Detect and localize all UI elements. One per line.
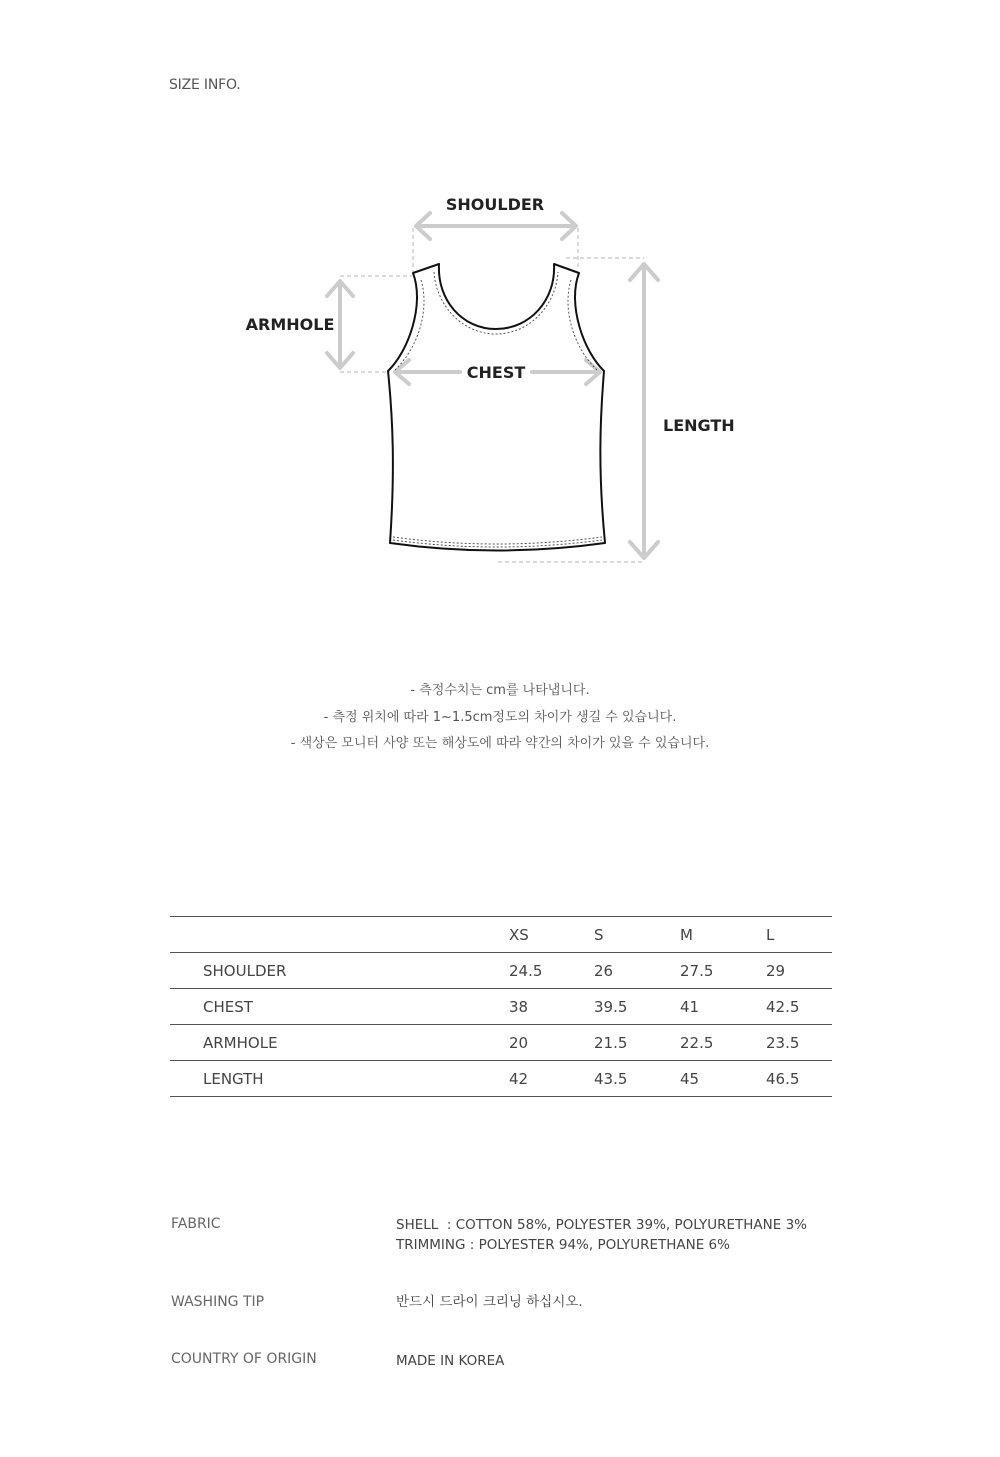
table-header-row bbox=[170, 917, 832, 953]
garment-outline bbox=[388, 264, 605, 551]
fabric-label: FABRIC bbox=[171, 1216, 221, 1232]
header-cell: S bbox=[594, 917, 680, 953]
table-row bbox=[170, 989, 832, 1025]
fabric-line: TRIMMING : POLYESTER 94%, POLYURETHANE 6% bbox=[396, 1237, 730, 1253]
origin-label: COUNTRY OF ORIGIN bbox=[171, 1351, 317, 1367]
header-cell: M bbox=[680, 917, 766, 953]
table-cell: 41 bbox=[680, 989, 766, 1025]
table-cell: 45 bbox=[680, 1061, 766, 1097]
table-row bbox=[170, 1025, 832, 1061]
row-label: SHOULDER bbox=[170, 953, 509, 989]
garment-stitching bbox=[393, 272, 602, 547]
table-cell: 38 bbox=[509, 989, 594, 1025]
table-cell: 21.5 bbox=[594, 1025, 680, 1061]
measure-arrows bbox=[327, 213, 658, 558]
header-cell: XS bbox=[509, 917, 594, 953]
table-cell: 39.5 bbox=[594, 989, 680, 1025]
header-cell bbox=[170, 917, 509, 953]
armhole-label: ARMHOLE bbox=[245, 315, 335, 334]
table-row bbox=[170, 953, 832, 989]
row-label: CHEST bbox=[170, 989, 509, 1025]
length-arrow bbox=[630, 264, 658, 558]
washing-label: WASHING TIP bbox=[171, 1294, 265, 1310]
fabric-value bbox=[396, 1215, 807, 1255]
chest-label: CHEST bbox=[466, 363, 526, 382]
table-cell: 29 bbox=[766, 953, 832, 989]
table-row bbox=[170, 1061, 832, 1097]
table-cell: 24.5 bbox=[509, 953, 594, 989]
header-cell: L bbox=[766, 917, 832, 953]
table-cell: 26 bbox=[594, 953, 680, 989]
row-label: ARMHOLE bbox=[170, 1025, 509, 1061]
table-cell: 20 bbox=[509, 1025, 594, 1061]
note-line: - 색상은 모니터 사양 또는 해상도에 따라 약간의 차이가 있을 수 있습니다. bbox=[290, 736, 710, 751]
section-title: SIZE INFO. bbox=[169, 77, 241, 93]
washing-value: 반드시 드라이 크리닝 하십시오. bbox=[396, 1294, 583, 1310]
note-line: - 측정수치는 cm를 나타냅니다. bbox=[410, 683, 590, 698]
table-cell: 43.5 bbox=[594, 1061, 680, 1097]
guide-lines bbox=[340, 228, 644, 562]
table-cell: 27.5 bbox=[680, 953, 766, 989]
table-cell: 22.5 bbox=[680, 1025, 766, 1061]
table-cell: 46.5 bbox=[766, 1061, 832, 1097]
table-cell: 42.5 bbox=[766, 989, 832, 1025]
length-label: LENGTH bbox=[663, 416, 735, 435]
measurement-notes bbox=[0, 678, 1000, 758]
origin-value: MADE IN KOREA bbox=[396, 1353, 505, 1369]
table-cell: 42 bbox=[509, 1061, 594, 1097]
size-diagram bbox=[0, 0, 1000, 640]
size-table bbox=[170, 916, 832, 1097]
note-line: - 측정 위치에 따라 1~1.5cm정도의 차이가 생길 수 있습니다. bbox=[323, 709, 677, 725]
shoulder-arrow bbox=[416, 213, 576, 239]
row-label: LENGTH bbox=[170, 1061, 509, 1097]
shoulder-label: SHOULDER bbox=[445, 195, 545, 214]
fabric-line: SHELL : COTTON 58%, POLYESTER 39%, POLYURETHANE 3% bbox=[396, 1217, 808, 1233]
table-cell: 23.5 bbox=[766, 1025, 832, 1061]
